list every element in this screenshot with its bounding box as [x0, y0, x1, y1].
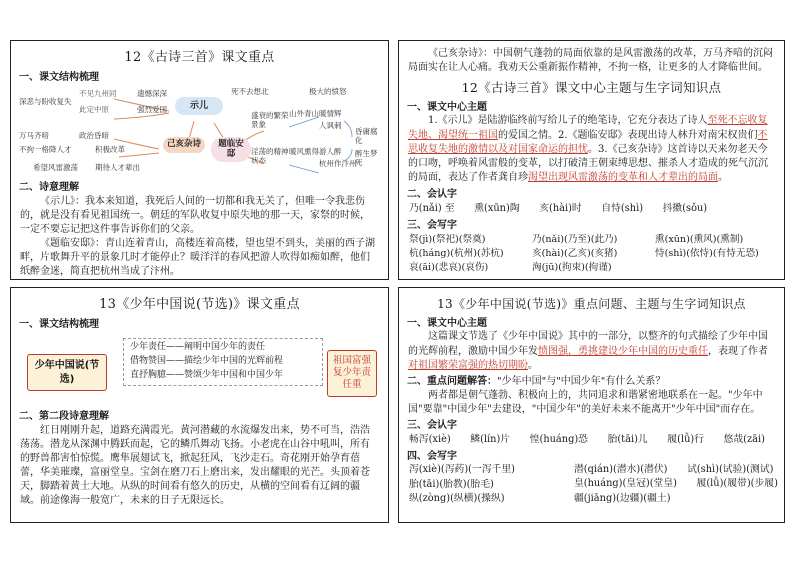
tilinan-top-2: 极大的愤怒: [309, 86, 347, 96]
section-heading: 二、重点问题解答："少年中国"与"中国少年"有什么关系？: [407, 375, 666, 387]
section-heading: 一、课文结构梳理: [19, 318, 99, 330]
card-gushi-key-points: [10, 40, 389, 280]
second-paragraph-meaning: 红日刚刚升起，道路充满霞光。黄河潜藏的水流爆发出来，势不可当，浩浩荡荡。潜龙从深渊中腾跃而起，它的鳞爪舞动飞扬。小老虎在山谷中吼叫，所有的野兽都害怕惊慌。鹰隼展翅试飞，掀起狂风，飞沙走石。奇花刚开始孕育蓓蕾，华美璀璨，富丽堂皇。宝剑在磨刀石上磨出来，发出耀眼的光芒。头顶着苍天，脚踏着黄土大地。从纵的时间看有悠久的历史，从横的空间看有辽阔的疆域。前途像海一般宽广，未来的日子无限远长。: [20, 424, 370, 507]
section-heading: 二、第二段诗意理解: [19, 410, 109, 422]
write-word: 熏(xūn)(熏风)(熏制): [655, 233, 744, 245]
jihai-a1: 万马齐喑: [19, 130, 49, 140]
tilinan-r2: 醉生梦死: [355, 148, 378, 168]
jihai-b1: 不拘一格降人才: [19, 144, 72, 154]
poem-meaning-shier: 《示儿》：我本来知道，我死后人间的一切都和我无关了，但唯一令我悲伤的，就是没有看见祖国统一。朝廷的军队收复中原失地的那一天，家祭的时候，一定不要忘记把这件事告诉你们的父亲。: [20, 195, 370, 235]
write-word: 乃(nǎi)(乃至)(此乃): [532, 233, 618, 245]
recognize-words-row: 畅泻(xiè) 鳞(lín)片 惶(huáng)恐 胎(tāi)儿 履(lǚ)行 悠哉(zāi): [409, 433, 765, 445]
write-word: 亥(hài)(乙亥)(亥猪): [532, 248, 618, 260]
section-heading: 四、会写字: [407, 450, 457, 462]
section-heading: 三、会认字: [407, 420, 457, 432]
section-heading: 三、会写字: [407, 219, 457, 231]
card-gushi-theme-words: [398, 40, 785, 280]
structure-line: 少年责任——阐明中国少年的责任: [130, 341, 266, 352]
section-heading: 一、课文中心主题: [407, 101, 487, 113]
shier-left-2: 此定中原: [79, 104, 109, 114]
card-title: 13《少年中国说(节选)》课文重点: [99, 297, 300, 312]
answer-paragraph: 两者都是朝气蓬勃、积极向上的，共同追求和谐紧密地联系在一起。"少年中国"要靠"中国少年"去建设，"中国少年"的美好未来不能离开"少年中国"而存在。: [408, 389, 763, 415]
structure-left-box: 少年中国说(节选): [27, 354, 107, 392]
tilinan-top-1: 死不去想北: [231, 86, 269, 96]
structure-right-box: 祖国富强复少年责任重: [327, 350, 377, 397]
write-word: 杭(háng)(杭州)(苏杭): [409, 248, 504, 260]
poem-meaning-tilinan: 《题临安邸》：青山连着青山，高楼连着高楼，望也望不到头，美丽的西子湖畔，片歌舞升平的景象几时才能停止？暖洋洋的春风把游人吹得如痴如醉，他们纸醉金迷，简直把杭州当成了汴州。: [20, 238, 375, 278]
section-heading: 一、课文中心主题: [407, 317, 487, 329]
shier-top-left-note: 深悲与盼收复失: [19, 96, 72, 106]
card-shaonian-key-points: [10, 287, 389, 523]
write-word-line: 疆(jiāng)(边疆)(疆土): [574, 492, 671, 504]
write-word: 恃(shì)(依恃)(有恃无恐): [655, 248, 759, 260]
section-heading: 二、诗意理解: [19, 181, 79, 193]
card-title: 12《古诗三首》课文重点: [124, 50, 275, 65]
card-title: 13《少年中国说(节选)》重点问题、主题与生字词知识点: [437, 297, 746, 311]
tilinan-a1: 山外青山: [289, 108, 319, 118]
structure-diagram: [19, 334, 380, 408]
node-jihai: 己亥杂诗: [163, 137, 205, 153]
write-word: 哀(āi)(悲哀)(哀伤): [409, 262, 489, 274]
write-word: 祭(jì)(祭祀)(祭奠): [409, 233, 486, 245]
tilinan-c2: 杭州作汴州: [319, 158, 357, 168]
section-heading: 一、课文结构梳理: [19, 71, 99, 83]
structure-lines: [123, 338, 323, 386]
write-word-line: 纵(zòng)(纵横)(操纵): [409, 493, 505, 505]
write-word: 洶(jū)(拘束)(拘谨): [532, 262, 612, 274]
theme-paragraph: 这篇课文节选了《少年中国说》其中的一部分，以整齐的句式描绘了少年中国的光辉前程，激励中国少年发愤图强，勇挑建设少年中国的历史重任，表现了作者对祖国繁荣富强的热切期盼。: [408, 331, 768, 371]
section-heading: 二、会认字: [407, 189, 457, 201]
jihai-c2: 期待人才辈出: [95, 162, 140, 172]
jihai-c1: 希望风雷激荡: [33, 162, 78, 172]
tilinan-a2: 暖风熏得: [289, 146, 319, 156]
write-word-line: 胎(tāi)(胎教)(胎毛): [409, 478, 494, 490]
card-shaonian-theme-words: [398, 287, 785, 523]
write-word-line: 泻(xiè)(泻药)(一泻千里): [409, 464, 515, 476]
write-words-grid: [399, 233, 784, 276]
write-word-line: 皇(huáng)(皇冠)(堂皇) 履(lǚ)(履带)(步履): [574, 478, 778, 490]
node-tilinan: 题临安邸: [211, 137, 251, 163]
shier-left-1: 不见九州同: [79, 88, 117, 98]
theme-paragraph: 1.《示儿》是陆游临终前写给儿子的绝笔诗，它充分表达了诗人至死不忘收复失地、渴望统一祖国的爱国之情。2.《题临安邸》表现出诗人林升对南宋权贵们不思收复失地的激情以及对国家命运的担忧。3.《己亥杂诗》这首诗以天来勿老天今的口吻，呼唤着风雷般的变革，以打破清王朝束缚思想、摧杀人才造成的死气沉沉的局面，表达了作者龚自珍渴望出现风雷激荡的变革和人才辈出的局面。: [408, 115, 768, 184]
tilinan-gb: 淫荡的精神状态: [251, 146, 289, 166]
node-shier: 示儿: [175, 97, 223, 115]
tilinan-ga: 盛衰的繁荣景象: [251, 110, 289, 130]
jihai-b2: 积极改革: [95, 144, 125, 154]
recognize-words-row: 乃(nǎi) 至 熏(xūn)陶 亥(hài)时 自恃(shì) 抖擞(sǒu): [409, 203, 708, 215]
tilinan-b1: 暖情辉: [319, 108, 342, 118]
jihai-a2: 政治昏暗: [79, 130, 109, 140]
tilinan-c1: 游人醉: [319, 146, 342, 156]
tilinan-r1: 昏庸腐化: [355, 126, 378, 146]
card-title: 12《古诗三首》课文中心主题与生字词知识点: [461, 80, 722, 96]
shier-right-1: 遗憾深深: [137, 88, 167, 98]
poem-meaning-jihai: 《己亥杂诗》：中国朝气蓬勃的局面依靠的是风雷激荡的改革，万马齐喑的沉闷局面实在让人心痛。我劝天公重新振作精神，不拘一格，让更多的人才降临世间。: [408, 48, 773, 74]
tilinan-b2: 人讽刺: [319, 120, 342, 130]
structure-line: 直抒胸臆——赞颂少年中国和中国少年: [130, 369, 284, 380]
structure-line: 借物赞国——描绘少年中国的光辉前程: [130, 355, 284, 366]
mind-map: [19, 87, 380, 179]
write-word-line: 潜(qián)(潜水)(潜伏) 试(shì)(试验)(测试): [574, 464, 774, 476]
shier-right-2: 强烈爱国: [137, 104, 167, 114]
